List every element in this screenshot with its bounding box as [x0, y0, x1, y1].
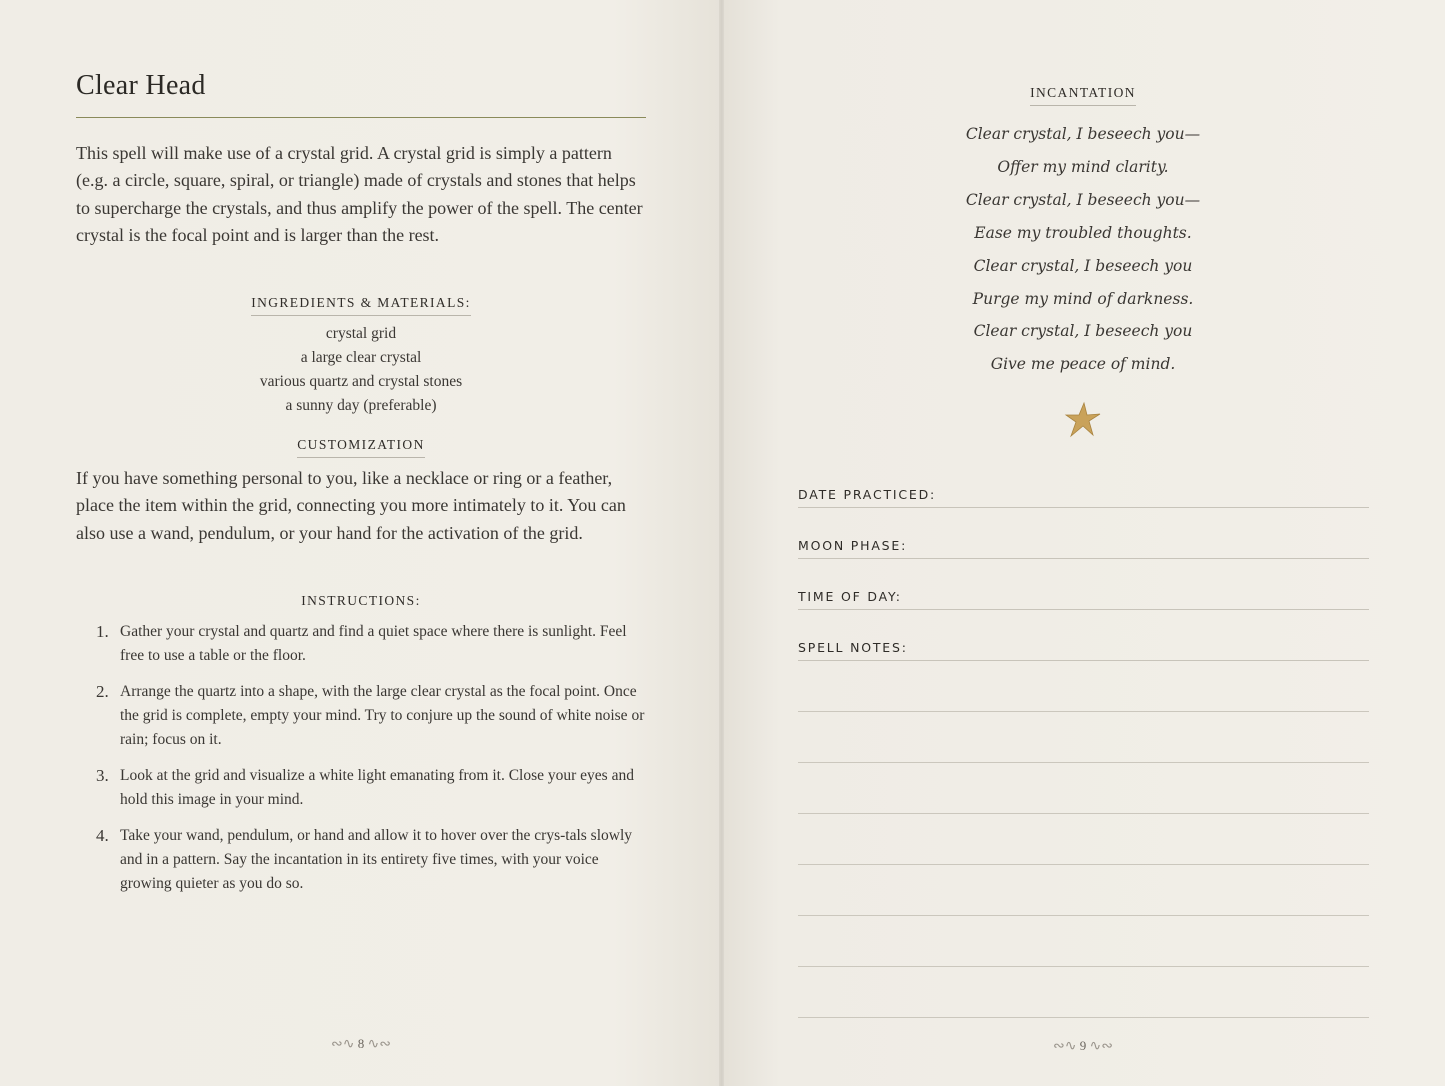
customization-heading-text: CUSTOMIZATION — [297, 437, 424, 458]
step-number: 1. — [96, 622, 109, 641]
verse-line: Clear crystal, I beseech you — [973, 322, 1193, 341]
verse-line: Give me peace of mind. — [990, 355, 1176, 374]
flourish-icon: ∾∿ — [1053, 1039, 1077, 1054]
page-title: Clear Head — [76, 70, 206, 101]
title-rule — [76, 117, 646, 118]
instruction-step — [76, 620, 648, 668]
incantation-heading — [863, 85, 1303, 106]
time-of-day-label: TIME OF DAY: — [798, 589, 902, 604]
date-practiced-label: DATE PRACTICED: — [798, 487, 937, 502]
flourish-icon: ∿∾ — [367, 1037, 391, 1052]
notes-line[interactable] — [798, 813, 1369, 814]
instruction-step — [76, 680, 648, 752]
instruction-step — [76, 764, 648, 812]
page-number-left — [311, 1036, 411, 1053]
intro-paragraph: This spell will make use of a crystal grid. A crystal grid is simply a pattern (e.g. a circle, square, spiral, or triangle) made of crystals and stones that helps to supercharge the crystals, and thus amplify the power of the spell. The center crystal is the focal point and is larger than the rest. — [76, 143, 643, 246]
step-number: 4. — [96, 826, 109, 845]
date-practiced-field[interactable] — [798, 487, 1369, 508]
moon-phase-field[interactable] — [798, 538, 1369, 559]
notes-line[interactable] — [798, 1017, 1369, 1018]
star-icon — [1063, 400, 1103, 440]
step-text: Arrange the quartz into a shape, with the large clear crystal as the focal point. Once the grid is complete, empty your mind. Try to conjure up the sound of white noise or rain; focus on it. — [120, 683, 645, 748]
incantation-verse — [863, 118, 1303, 381]
customization-heading — [76, 437, 646, 458]
verse-line: Clear crystal, I beseech you — [973, 256, 1193, 275]
moon-phase-label: MOON PHASE: — [798, 538, 908, 553]
instructions-list — [76, 620, 648, 908]
ingredients-heading-text: INGREDIENTS & MATERIALS: — [251, 295, 471, 316]
notes-line[interactable] — [798, 966, 1369, 967]
notes-line[interactable] — [798, 915, 1369, 916]
flourish-icon: ∾∿ — [331, 1037, 355, 1052]
verse-line: Ease my troubled thoughts. — [974, 223, 1192, 242]
verse-line: Purge my mind of darkness. — [972, 289, 1194, 308]
step-number: 2. — [96, 682, 109, 701]
verse-line: Clear crystal, I beseech you— — [965, 125, 1201, 143]
page-number-text: 9 — [1079, 1038, 1087, 1053]
notes-line[interactable] — [798, 762, 1369, 763]
customization-paragraph: If you have something personal to you, like a necklace or ring or a feather, place the item within the grid, connecting you more intimately to it. You can also use a wand, pendulum, or your hand for the activation of the grid. — [76, 468, 626, 543]
verse-line: Clear crystal, I beseech you— — [965, 190, 1201, 209]
time-of-day-field[interactable] — [798, 589, 1369, 610]
notes-line[interactable] — [798, 711, 1369, 712]
step-number: 3. — [96, 766, 109, 785]
ingredient-item: various quartz and crystal stones — [259, 373, 463, 390]
step-text: Gather your crystal and quartz and find a quiet space where there is sunlight. Feel free to use a table or the floor. — [120, 623, 627, 664]
step-text: Look at the grid and visualize a white light emanating from it. Close your eyes and hold this image in your mind. — [120, 767, 634, 808]
notes-line[interactable] — [798, 864, 1369, 865]
ingredient-item: a large clear crystal — [300, 349, 422, 366]
ingredients-heading — [76, 295, 646, 316]
spell-notes-field[interactable] — [798, 640, 1369, 661]
step-text: Take your wand, pendulum, or hand and allow it to hover over the crys-tals slowly and in a pattern. Say the incantation in its entirety five times, with your voice growing quieter as you do so. — [120, 827, 633, 892]
page-gutter — [719, 0, 724, 1086]
verse-line: Offer my mind clarity. — [997, 157, 1169, 176]
instructions-heading — [76, 593, 646, 613]
ingredient-item: crystal grid — [325, 325, 397, 342]
flourish-icon: ∿∾ — [1089, 1039, 1113, 1054]
instructions-heading-text: INSTRUCTIONS: — [301, 593, 421, 608]
ingredients-list — [76, 322, 646, 418]
instruction-step — [76, 824, 648, 896]
ingredient-item: a sunny day (preferable) — [285, 397, 437, 414]
incantation-heading-text: INCANTATION — [1030, 85, 1136, 106]
spell-notes-label: SPELL NOTES: — [798, 640, 908, 655]
page-number-right — [1033, 1038, 1133, 1055]
page-number-text: 8 — [357, 1036, 365, 1051]
